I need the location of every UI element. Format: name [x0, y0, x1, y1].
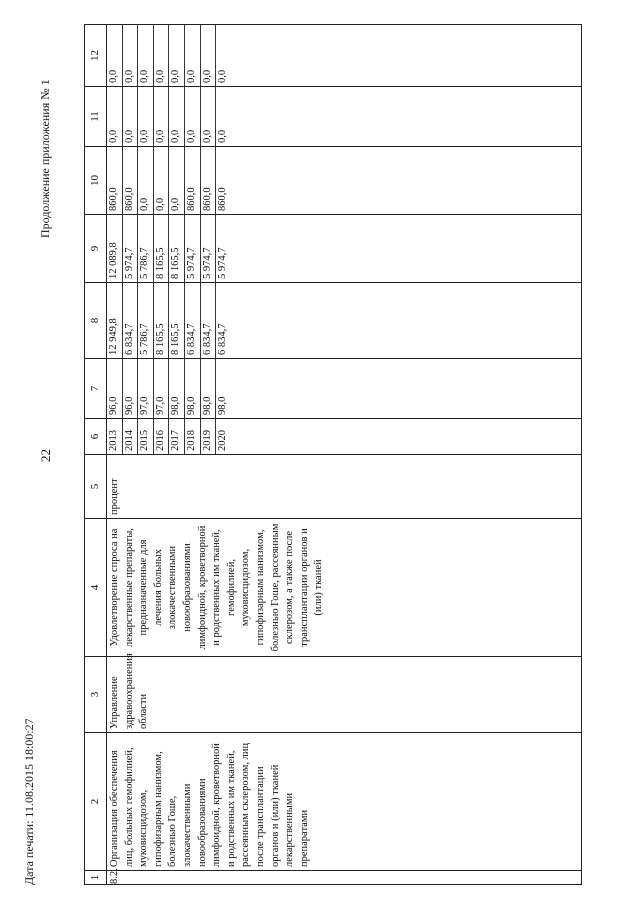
value-line: 6 834,7 — [201, 283, 217, 358]
value-line: 0,0 — [107, 25, 123, 86]
col7-cell — [107, 359, 582, 419]
value-line: 0,0 — [138, 147, 154, 214]
page-number: 22 — [38, 449, 53, 462]
col12-cell — [107, 25, 582, 87]
indicator-cell: Удовлетворение спроса на лекарственные препараты, предназначенные для лечения больных злокачественными новообразованиями лимфоидной, кроветворной и родственных им тканей, гемофилией, муковисцидозом, гипофизарным нанизмом, болезнью Гоше, рассеянным склерозом, а также после трансплантации органов и (или) тканей — [107, 519, 582, 657]
value-line: 6 834,7 — [217, 323, 229, 355]
value-line: 5 974,7 — [185, 215, 201, 282]
value-line: 0,0 — [138, 25, 154, 86]
value-line: 0,0 — [154, 25, 170, 86]
col-num-1: 1 — [85, 871, 107, 885]
program-table-container — [84, 25, 582, 885]
value-line: 0,0 — [217, 129, 229, 143]
value-line: 0,0 — [107, 87, 123, 146]
value-line: 97,0 — [154, 359, 170, 418]
value-line: 5 786,7 — [138, 283, 154, 358]
value-line: 0,0 — [154, 147, 170, 214]
value-line: 2015 — [138, 419, 154, 454]
value-line: 0,0 — [154, 87, 170, 146]
value-line: 0,0 — [169, 25, 185, 86]
value-line: 0,0 — [201, 25, 217, 86]
value-line: 6 834,7 — [123, 283, 139, 358]
col-num-5: 5 — [85, 455, 107, 519]
value-line: 860,0 — [201, 147, 217, 214]
col-num-9: 9 — [85, 215, 107, 283]
value-line: 8 165,5 — [154, 283, 170, 358]
value-line: 8 165,5 — [169, 283, 185, 358]
activity-cell: Организация обеспечения лиц, больных гемофилией, муковисцидозом, гипофизарным нанизмом, болезнью Гоше, злокачественными новообразованиями лимфоидной, кроветворной и родственных им тканей, рассеянным склерозом, лиц после трансплантации органов и (или) тканей лекарственными препаратами — [107, 733, 582, 871]
value-line: 5 786,7 — [138, 215, 154, 282]
column-number-row — [85, 25, 107, 885]
unit-cell: процент — [107, 455, 582, 519]
value-line: 5 974,7 — [217, 247, 229, 279]
value-line: 2014 — [123, 419, 139, 454]
value-line: 2013 — [107, 419, 123, 454]
value-line: 2017 — [169, 419, 185, 454]
value-line: 2018 — [185, 419, 201, 454]
col9-cell — [107, 215, 582, 283]
value-line: 860,0 — [107, 147, 123, 214]
value-line: 96,0 — [123, 359, 139, 418]
value-line: 6 834,7 — [185, 283, 201, 358]
years-cell — [107, 419, 582, 455]
value-line: 2016 — [154, 419, 170, 454]
value-line: 0,0 — [169, 147, 185, 214]
col-num-6: 6 — [85, 419, 107, 455]
value-line: 98,0 — [201, 359, 217, 418]
table-row — [107, 25, 582, 885]
value-line: 98,0 — [185, 359, 201, 418]
value-line: 0,0 — [123, 87, 139, 146]
col-num-11: 11 — [85, 87, 107, 147]
value-line: 0,0 — [201, 87, 217, 146]
value-line: 12 949,8 — [107, 283, 123, 358]
value-line: 0,0 — [217, 69, 229, 83]
col-num-3: 3 — [85, 657, 107, 733]
value-line: 2019 — [201, 419, 217, 454]
value-line: 860,0 — [217, 187, 229, 211]
value-line: 96,0 — [107, 359, 123, 418]
col10-cell — [107, 147, 582, 215]
value-line: 0,0 — [185, 25, 201, 86]
value-line: 0,0 — [123, 25, 139, 86]
value-line: 12 089,8 — [107, 215, 123, 282]
col-num-8: 8 — [85, 283, 107, 359]
value-line: 0,0 — [185, 87, 201, 146]
value-line: 97,0 — [138, 359, 154, 418]
row-number: 8.2. — [107, 871, 582, 885]
col-num-10: 10 — [85, 147, 107, 215]
value-line: 8 165,5 — [154, 215, 170, 282]
value-line: 2020 — [217, 430, 229, 451]
program-table — [84, 24, 582, 885]
value-line: 860,0 — [123, 147, 139, 214]
value-line: 0,0 — [169, 87, 185, 146]
value-line: 98,0 — [217, 396, 229, 415]
value-line: 0,0 — [138, 87, 154, 146]
col-num-7: 7 — [85, 359, 107, 419]
executor-cell: Управление здравоохранения области — [107, 657, 582, 733]
print-date: Дата печати: 11.08.2015 18:00:27 — [22, 718, 36, 885]
col8-cell — [107, 283, 582, 359]
value-line: 860,0 — [185, 147, 201, 214]
value-line: 5 974,7 — [123, 215, 139, 282]
value-line: 98,0 — [169, 359, 185, 418]
col-num-12: 12 — [85, 25, 107, 87]
continuation-label: Продолжение приложения № 1 — [38, 79, 52, 238]
col-num-4: 4 — [85, 519, 107, 657]
value-line: 5 974,7 — [201, 215, 217, 282]
col-num-2: 2 — [85, 733, 107, 871]
col11-cell — [107, 87, 582, 147]
value-line: 8 165,5 — [169, 215, 185, 282]
